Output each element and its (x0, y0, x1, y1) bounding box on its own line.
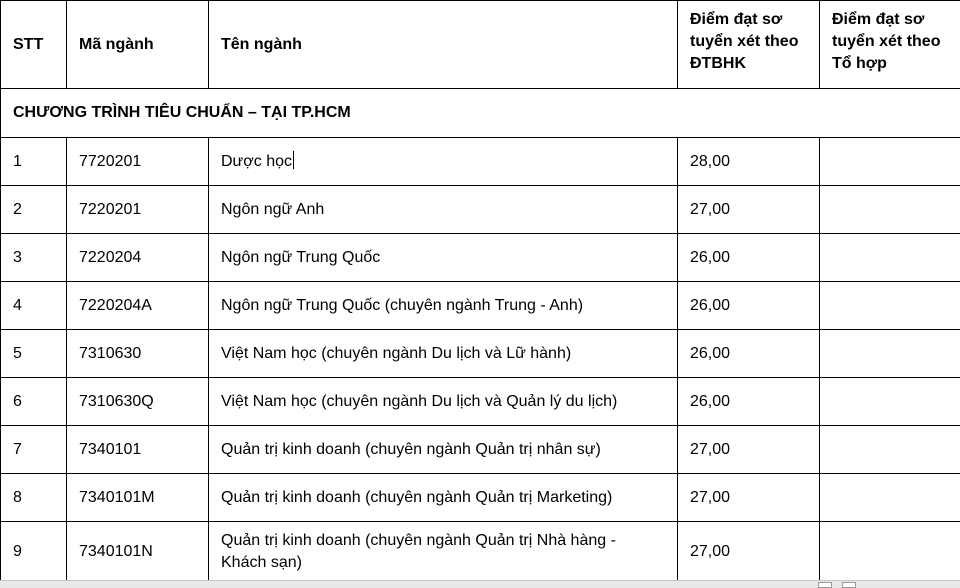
table-row (1, 522, 960, 582)
table-row (1, 474, 960, 522)
cell-score-gpa: 26,00 (678, 330, 820, 378)
cell-score-gpa: 26,00 (678, 282, 820, 330)
header-score-gpa: Điểm đạt sơ tuyển xét theo ĐTBHK (678, 1, 820, 89)
header-code: Mã ngành (67, 1, 209, 89)
cell-stt: 3 (1, 234, 67, 282)
table-row (1, 282, 960, 330)
cell-stt: 1 (1, 138, 67, 186)
cell-score-gpa: 28,00 (678, 138, 820, 186)
cell-stt: 6 (1, 378, 67, 426)
cell-name: Ngôn ngữ Trung Quốc (chuyên ngành Trung - Anh) (209, 282, 678, 330)
header-score-combo: Điểm đạt sơ tuyển xét theo Tổ hợp (820, 1, 960, 89)
table-row (1, 378, 960, 426)
cell-score-combo (820, 378, 960, 426)
cell-code: 7220204A (67, 282, 209, 330)
cell-name[interactable] (209, 138, 678, 186)
cell-score-combo (820, 234, 960, 282)
cell-name: Quản trị kinh doanh (chuyên ngành Quản trị nhân sự) (209, 426, 678, 474)
cell-score-combo (820, 426, 960, 474)
cell-score-combo (820, 474, 960, 522)
cell-code: 7310630Q (67, 378, 209, 426)
cell-code: 7220204 (67, 234, 209, 282)
cell-score-combo (820, 186, 960, 234)
header-stt: STT (1, 1, 67, 89)
cell-score-combo (820, 330, 960, 378)
scroll-button-right[interactable] (842, 582, 856, 588)
cell-code: 7720201 (67, 138, 209, 186)
cell-stt: 9 (1, 522, 67, 582)
table-header-row (1, 1, 960, 89)
header-name: Tên ngành (209, 1, 678, 89)
cell-name: Quản trị kinh doanh (chuyên ngành Quản trị Marketing) (209, 474, 678, 522)
cell-stt: 7 (1, 426, 67, 474)
cell-score-gpa: 27,00 (678, 186, 820, 234)
cell-score-combo (820, 522, 960, 582)
table-row (1, 234, 960, 282)
cell-score-combo (820, 138, 960, 186)
section-title: CHƯƠNG TRÌNH TIÊU CHUẨN – TẠI TP.HCM (1, 89, 960, 138)
table-row (1, 186, 960, 234)
cell-code: 7340101 (67, 426, 209, 474)
cell-stt: 5 (1, 330, 67, 378)
table-row (1, 330, 960, 378)
text-cursor (293, 151, 294, 169)
cell-name-text: Dược học (221, 153, 292, 170)
table-row (1, 426, 960, 474)
cell-name: Ngôn ngữ Trung Quốc (209, 234, 678, 282)
section-row (1, 89, 960, 138)
cell-score-gpa: 27,00 (678, 522, 820, 582)
cell-code: 7220201 (67, 186, 209, 234)
cell-code: 7340101N (67, 522, 209, 582)
cell-code: 7340101M (67, 474, 209, 522)
cell-stt: 8 (1, 474, 67, 522)
cell-name: Quản trị kinh doanh (chuyên ngành Quản trị Nhà hàng - Khách sạn) (209, 522, 678, 582)
cell-name: Việt Nam học (chuyên ngành Du lịch và Lữ hành) (209, 330, 678, 378)
scroll-button-left[interactable] (818, 582, 832, 588)
cell-stt: 2 (1, 186, 67, 234)
cell-score-combo (820, 282, 960, 330)
cell-score-gpa: 27,00 (678, 426, 820, 474)
cell-score-gpa: 26,00 (678, 378, 820, 426)
cell-stt: 4 (1, 282, 67, 330)
cell-name: Việt Nam học (chuyên ngành Du lịch và Quản lý du lịch) (209, 378, 678, 426)
cell-score-gpa: 27,00 (678, 474, 820, 522)
cell-name: Ngôn ngữ Anh (209, 186, 678, 234)
cell-code: 7310630 (67, 330, 209, 378)
cell-score-gpa: 26,00 (678, 234, 820, 282)
table-row (1, 138, 960, 186)
